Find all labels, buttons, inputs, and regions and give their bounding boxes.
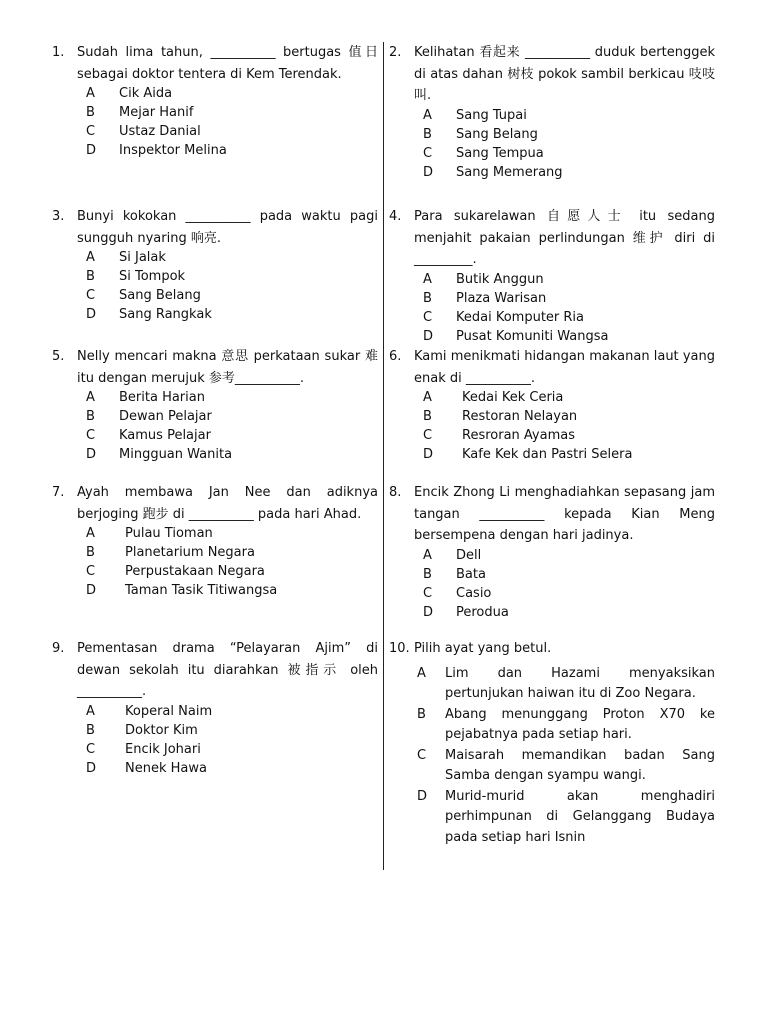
option-c[interactable] [417,746,715,787]
question-2 [389,42,715,182]
option-letter: A [417,665,426,681]
question-text: Kami menikmati hidangan makanan laut yang enak di __________. [414,349,715,386]
option-text: Kafe Kek dan Pastri Selera [462,447,633,462]
option-d[interactable] [86,581,378,600]
option-text: Mingguan Wanita [119,447,233,462]
question-text: Ayah membawa Jan Nee dan adiknya berjoging 跑步 di __________ pada hari Ahad. [77,485,378,522]
question-number: 9. [52,641,65,656]
question-text: Pilih ayat yang betul. [414,641,552,656]
question-6 [389,346,715,464]
question-text: Bunyi kokokan __________ pada waktu pagi sungguh nyaring 响亮. [77,209,378,246]
option-letter: D [86,760,97,776]
question-text: Kelihatan 看起来 __________ duduk bertenggek di atas dahan 树枝 pokok sambil berkicau 吱吱叫. [414,45,715,103]
option-a[interactable] [86,248,378,267]
option-b[interactable] [86,103,378,122]
option-text: Si Jalak [119,250,166,265]
option-c[interactable] [423,426,715,445]
option-text: Maisarah memandikan badan Sang Samba dengan syampu wangi. [445,747,715,783]
option-text: Sang Tempua [456,145,544,161]
question-number: 7. [52,485,65,500]
question-8 [389,482,715,622]
option-letter: A [86,703,95,719]
option-letter: A [86,526,95,541]
option-letter: A [423,547,432,563]
question-5 [52,346,378,464]
option-text: Casio [456,585,492,601]
option-letter: D [86,447,97,462]
option-a[interactable] [86,388,378,407]
option-d[interactable] [86,759,378,778]
option-letter: B [86,409,95,424]
column-divider [383,42,384,870]
option-letter: D [86,143,97,158]
option-text: Perodua [456,604,509,620]
option-letter: B [86,105,95,120]
option-c[interactable] [86,122,378,141]
option-text: Perpustakaan Negara [125,564,265,579]
question-number: 4. [389,209,402,224]
option-b[interactable] [86,267,378,286]
option-a[interactable] [423,270,715,289]
option-letter: C [423,145,433,161]
option-text: Bata [456,566,486,582]
option-letter: C [86,564,96,579]
option-letter: C [417,747,427,763]
option-b[interactable] [423,125,715,144]
option-b[interactable] [86,407,378,426]
option-text: Pusat Komuniti Wangsa [456,328,609,344]
option-letter: A [86,250,95,265]
option-a[interactable] [417,664,715,705]
option-list [86,248,378,324]
option-d[interactable] [423,327,715,346]
option-text: Sang Memerang [456,164,563,180]
option-letter: C [423,309,433,325]
option-text: Cik Aida [119,86,173,101]
option-a[interactable] [86,524,378,543]
question-9 [52,638,378,778]
option-c[interactable] [86,286,378,305]
option-text: Taman Tasik Titiwangsa [125,583,278,598]
question-number: 3. [52,209,65,224]
question-10 [389,638,715,848]
option-letter: B [86,545,95,560]
question-4 [389,206,715,346]
option-b[interactable] [417,705,715,746]
option-a[interactable] [423,106,715,125]
option-a[interactable] [423,388,715,407]
option-text: Mejar Hanif [119,105,194,120]
option-text: Encik Johari [125,741,201,757]
question-number: 5. [52,349,65,364]
option-text: Restoran Nelayan [462,409,578,424]
option-text: Sang Belang [119,288,201,303]
option-text: Murid-murid akan menghadiri perhimpunan di Gelanggang Budaya pada setiap hari Isnin [445,788,715,845]
question-number: 2. [389,45,402,60]
option-list [86,388,378,464]
option-b[interactable] [86,543,378,562]
question-number: 8. [389,485,402,500]
option-letter: D [86,583,97,598]
option-text: Resroran Ayamas [462,428,575,443]
question-text: Sudah lima tahun, __________ bertugas 值日 sebagai doktor tentera di Kem Terendak. [77,45,378,82]
option-text: Sang Rangkak [119,307,212,322]
option-letter: D [86,307,97,322]
option-list [423,546,715,622]
question-3 [52,206,378,324]
question-text: Nelly mencari makna 意思 perkataan sukar 难 itu dengan merujuk 参考__________. [77,349,378,386]
option-c[interactable] [86,562,378,581]
option-text: Plaza Warisan [456,290,547,306]
option-d[interactable] [86,141,378,160]
option-letter: B [423,409,432,424]
option-text: Inspektor Melina [119,143,227,158]
question-1 [52,42,378,160]
question-number: 6. [389,349,402,364]
option-text: Kamus Pelajar [119,428,211,443]
question-text: Pementasan drama “Pelayaran Ajim” di dewan sekolah itu diarahkan 被指示 oleh __________. [77,641,378,699]
option-letter: D [423,164,434,180]
option-b[interactable] [423,565,715,584]
option-d[interactable] [423,163,715,182]
option-b[interactable] [86,721,378,740]
option-text: Doktor Kim [125,722,198,738]
option-list [86,702,378,778]
option-text: Berita Harian [119,390,205,405]
option-text: Lim dan Hazami menyaksikan pertunjukan haiwan itu di Zoo Negara. [445,665,715,701]
option-a[interactable] [86,702,378,721]
option-letter: B [86,269,95,284]
option-letter: D [423,604,434,620]
option-text: Abang menunggang Proton X70 ke pejabatnya pada setiap hari. [445,706,715,742]
option-letter: C [86,428,96,443]
option-letter: C [86,288,96,303]
option-c[interactable] [423,144,715,163]
option-letter: A [423,271,432,287]
option-letter: B [423,566,432,582]
option-d[interactable] [423,445,715,464]
option-c[interactable] [423,308,715,327]
option-b[interactable] [423,407,715,426]
option-list [423,388,715,464]
question-number: 1. [52,45,65,60]
option-d[interactable] [86,305,378,324]
option-letter: D [423,447,434,462]
option-letter: A [86,86,95,101]
option-letter: C [423,428,433,443]
option-c[interactable] [86,426,378,445]
option-c[interactable] [423,584,715,603]
option-d[interactable] [417,787,715,849]
option-d[interactable] [86,445,378,464]
option-list [423,106,715,182]
option-letter: B [423,290,432,306]
option-text: Planetarium Negara [125,545,255,560]
option-letter: C [86,741,96,757]
option-text: Si Tompok [119,269,186,284]
option-text: Ustaz Danial [119,124,201,139]
option-list [86,84,378,160]
option-text: Sang Tupai [456,107,527,123]
option-text: Pulau Tioman [125,526,213,541]
option-text: Kedai Komputer Ria [456,309,585,325]
option-letter: D [417,788,428,804]
option-letter: B [86,722,95,738]
option-list [417,664,715,849]
option-text: Butik Anggun [456,271,544,287]
option-text: Nenek Hawa [125,760,207,776]
option-letter: B [423,126,432,142]
option-letter: C [86,124,96,139]
option-text: Kedai Kek Ceria [462,390,564,405]
option-text: Sang Belang [456,126,538,142]
option-a[interactable] [423,546,715,565]
option-text: Dell [456,547,482,563]
question-7 [52,482,378,600]
option-text: Koperal Naim [125,703,213,719]
option-list [423,270,715,346]
question-number: 10. [389,641,410,656]
option-letter: A [86,390,95,405]
question-text: Para sukarelawan 自愿人士 itu sedang menjahit pakaian perlindungan 维护 diri di _________. [414,209,715,267]
option-letter: B [417,706,426,722]
option-letter: A [423,390,432,405]
option-b[interactable] [423,289,715,308]
option-text: Dewan Pelajar [119,409,212,424]
option-letter: C [423,585,433,601]
option-c[interactable] [86,740,378,759]
option-list [86,524,378,600]
option-a[interactable] [86,84,378,103]
option-letter: D [423,328,434,344]
option-d[interactable] [423,603,715,622]
question-text: Encik Zhong Li menghadiahkan sepasang jam tangan __________ kepada Kian Meng bersempena dengan hari jadinya. [414,485,715,543]
option-letter: A [423,107,432,123]
